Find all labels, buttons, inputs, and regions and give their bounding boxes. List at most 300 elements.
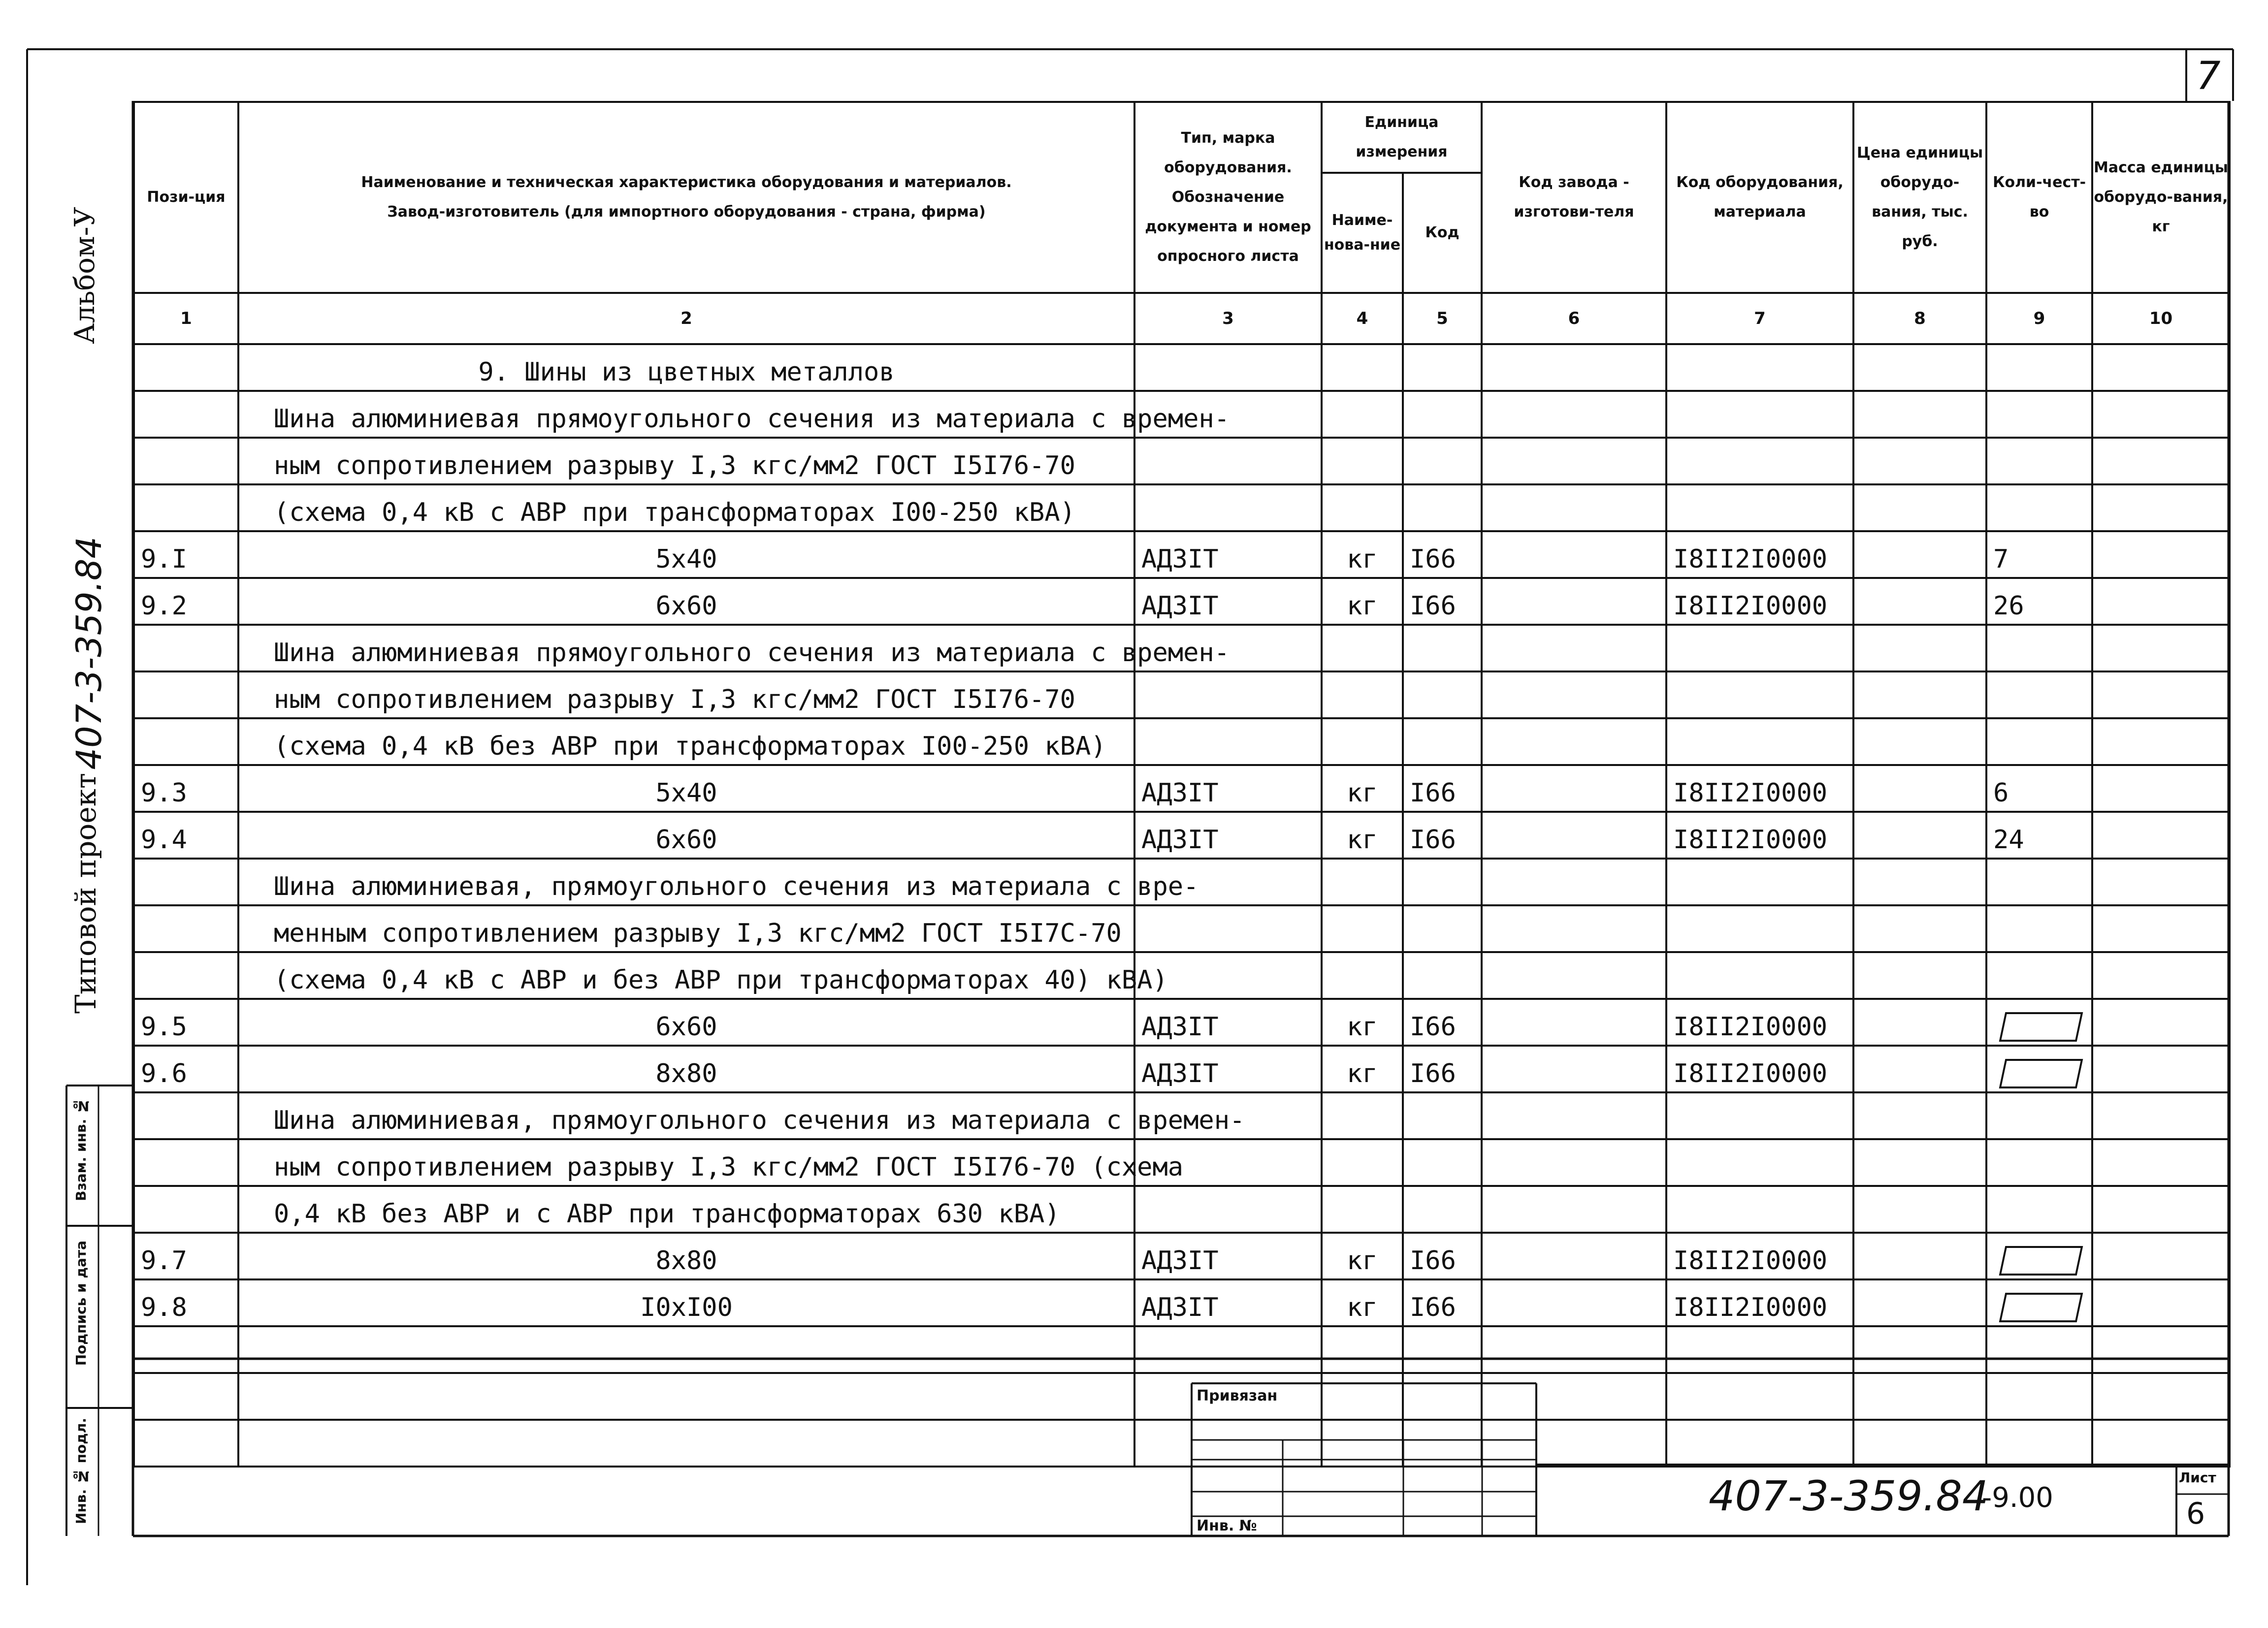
cell-unit xyxy=(1322,718,1403,765)
cell-mass xyxy=(2092,671,2230,718)
column-number: 8 xyxy=(1853,293,1986,344)
quantity-box-shape xyxy=(1999,1059,2083,1088)
cell-price xyxy=(1853,1279,1986,1326)
cell-mass xyxy=(2092,625,2230,671)
table-row xyxy=(134,484,2230,531)
cell-mass xyxy=(2092,765,2230,812)
cell-type xyxy=(1134,718,1322,765)
header-mass: Масса единицы оборудо-вания, кг xyxy=(2092,102,2230,293)
cell-mass xyxy=(2092,1092,2230,1139)
cell-material-code xyxy=(1666,1186,1853,1233)
cell-name: Шина алюминиевая прямоугольного сечения из материала с времен- xyxy=(238,625,1134,671)
cell-name: Шина алюминиевая прямоугольного сечения из материала с времен- xyxy=(238,391,1134,438)
cell-material-code: I8II2I0000 xyxy=(1666,1233,1853,1279)
cell-name: 9. Шины из цветных металлов xyxy=(238,344,1134,391)
cell-mass xyxy=(2092,952,2230,999)
cell-material-code xyxy=(1666,859,1853,905)
cell-unit: кг xyxy=(1322,765,1403,812)
cell-material-code xyxy=(1666,1092,1853,1139)
column-numbers-row xyxy=(134,293,2230,344)
column-number: 3 xyxy=(1134,293,1322,344)
cell-type xyxy=(1134,484,1322,531)
cell-manufacturer-code xyxy=(1482,1046,1666,1092)
cell-unit xyxy=(1322,1186,1403,1233)
cell-quantity xyxy=(1986,1279,2092,1326)
cell-quantity: 7 xyxy=(1986,531,2092,578)
cell-material-code xyxy=(1666,484,1853,531)
cell-quantity xyxy=(1986,859,2092,905)
cell-position: 9.I xyxy=(134,531,238,578)
cell-unit-code xyxy=(1403,625,1482,671)
cell-mass xyxy=(2092,391,2230,438)
cell-quantity xyxy=(1986,1046,2092,1092)
cell-unit: кг xyxy=(1322,1046,1403,1092)
table-row xyxy=(134,1092,2230,1139)
cell-type xyxy=(1134,1420,1322,1467)
cell-unit-code xyxy=(1403,1092,1482,1139)
cell-mass xyxy=(2092,1046,2230,1092)
cell-name: (схема 0,4 кВ с АВР при трансформаторах I00-250 кВА) xyxy=(238,484,1134,531)
cell-material-code xyxy=(1666,718,1853,765)
cell-name: (схема 0,4 кВ без АВР при трансформаторах I00-250 кВА) xyxy=(238,718,1134,765)
cell-mass xyxy=(2092,1139,2230,1186)
cell-manufacturer-code xyxy=(1482,625,1666,671)
cell-material-code: I8II2I0000 xyxy=(1666,999,1853,1046)
cell-name xyxy=(238,1420,1134,1467)
cell-name xyxy=(238,1373,1134,1420)
cell-unit-code: I66 xyxy=(1403,999,1482,1046)
quantity-box-shape xyxy=(1999,1246,2083,1276)
cell-unit-code xyxy=(1403,718,1482,765)
table-row xyxy=(134,859,2230,905)
cell-unit-code xyxy=(1403,859,1482,905)
cell-manufacturer-code xyxy=(1482,765,1666,812)
cell-mass xyxy=(2092,1233,2230,1279)
cell-name: ным сопротивлением разрыву I,3 кгс/мм2 ГОСТ I5I76-70 (схема xyxy=(238,1139,1134,1186)
cell-quantity: 26 xyxy=(1986,578,2092,625)
cell-quantity xyxy=(1986,1420,2092,1467)
cell-quantity xyxy=(1986,671,2092,718)
cell-unit: кг xyxy=(1322,1233,1403,1279)
cell-unit xyxy=(1322,1373,1403,1420)
cell-manufacturer-code xyxy=(1482,1233,1666,1279)
table-row xyxy=(134,1326,2230,1373)
cell-mass xyxy=(2092,999,2230,1046)
cell-price xyxy=(1853,718,1986,765)
page-number: 7 xyxy=(2196,54,2221,98)
cell-position xyxy=(134,1186,238,1233)
header-position: Пози-ция xyxy=(134,102,238,293)
cell-type: АДЗIТ xyxy=(1134,531,1322,578)
cell-type: АДЗIТ xyxy=(1134,1233,1322,1279)
cell-material-code xyxy=(1666,671,1853,718)
table-row xyxy=(134,905,2230,952)
cell-name: 8x80 xyxy=(238,1233,1134,1279)
cell-price xyxy=(1853,1233,1986,1279)
cell-price xyxy=(1853,671,1986,718)
cell-price xyxy=(1853,438,1986,484)
cell-quantity xyxy=(1986,1326,2092,1373)
cell-unit xyxy=(1322,952,1403,999)
cell-manufacturer-code xyxy=(1482,1326,1666,1373)
cell-manufacturer-code xyxy=(1482,578,1666,625)
cell-manufacturer-code xyxy=(1482,438,1666,484)
cell-mass xyxy=(2092,1279,2230,1326)
item-row xyxy=(134,1233,2230,1279)
cell-position: 9.8 xyxy=(134,1279,238,1326)
cell-unit-code xyxy=(1403,671,1482,718)
cell-position xyxy=(134,484,238,531)
document-suffix: -9.00 xyxy=(1982,1482,2053,1514)
table-row xyxy=(134,671,2230,718)
cell-type xyxy=(1134,905,1322,952)
cell-unit xyxy=(1322,625,1403,671)
cell-unit xyxy=(1322,905,1403,952)
cell-type xyxy=(1134,671,1322,718)
item-row xyxy=(134,1046,2230,1092)
cell-name: 8x80 xyxy=(238,1046,1134,1092)
cell-name: I0xI00 xyxy=(238,1279,1134,1326)
inv-no-label: Инв. № xyxy=(1197,1517,1257,1534)
cell-type: АДЗIТ xyxy=(1134,765,1322,812)
cell-quantity xyxy=(1986,999,2092,1046)
cell-mass xyxy=(2092,438,2230,484)
cell-name: 6x60 xyxy=(238,999,1134,1046)
cell-material-code: I8II2I0000 xyxy=(1666,531,1853,578)
cell-material-code xyxy=(1666,438,1853,484)
table-row xyxy=(134,391,2230,438)
column-number: 5 xyxy=(1403,293,1482,344)
table-row xyxy=(134,1420,2230,1467)
header-name-line2: Завод-изготовитель (для импортного оборудования - страна, фирма) xyxy=(387,203,986,221)
cell-manufacturer-code xyxy=(1482,1373,1666,1420)
cell-unit: кг xyxy=(1322,812,1403,859)
cell-position xyxy=(134,391,238,438)
project-type-label: Типовой проект xyxy=(69,773,102,1014)
cell-name: ным сопротивлением разрыву I,3 кгс/мм2 ГОСТ I5I76-70 xyxy=(238,438,1134,484)
cell-quantity xyxy=(1986,484,2092,531)
cell-position xyxy=(134,905,238,952)
cell-unit-code xyxy=(1403,905,1482,952)
table-body xyxy=(134,344,2230,1467)
cell-price xyxy=(1853,812,1986,859)
cell-unit xyxy=(1322,1326,1403,1373)
cell-position xyxy=(134,1373,238,1420)
cell-quantity xyxy=(1986,344,2092,391)
cell-position xyxy=(134,952,238,999)
cell-unit-code: I66 xyxy=(1403,1046,1482,1092)
cell-unit-code xyxy=(1403,1139,1482,1186)
cell-unit xyxy=(1322,484,1403,531)
cell-unit-code: I66 xyxy=(1403,578,1482,625)
cell-position: 9.6 xyxy=(134,1046,238,1092)
cell-manufacturer-code xyxy=(1482,999,1666,1046)
cell-unit xyxy=(1322,438,1403,484)
cell-material-code xyxy=(1666,344,1853,391)
cell-unit xyxy=(1322,344,1403,391)
cell-unit-code xyxy=(1403,438,1482,484)
cell-position xyxy=(134,859,238,905)
cell-price xyxy=(1853,1373,1986,1420)
table-row xyxy=(134,1373,2230,1420)
cell-material-code xyxy=(1666,952,1853,999)
cell-price xyxy=(1853,344,1986,391)
cell-material-code: I8II2I0000 xyxy=(1666,1046,1853,1092)
cell-quantity xyxy=(1986,905,2092,952)
cell-unit xyxy=(1322,859,1403,905)
item-row xyxy=(134,812,2230,859)
cell-mass xyxy=(2092,905,2230,952)
column-number: 1 xyxy=(134,293,238,344)
cell-quantity xyxy=(1986,438,2092,484)
cell-position xyxy=(134,625,238,671)
cell-quantity xyxy=(1986,1233,2092,1279)
cell-material-code xyxy=(1666,905,1853,952)
table-row xyxy=(134,625,2230,671)
cell-quantity xyxy=(1986,1139,2092,1186)
cell-quantity: 6 xyxy=(1986,765,2092,812)
cell-position xyxy=(134,671,238,718)
cell-unit-code xyxy=(1403,484,1482,531)
cell-mass xyxy=(2092,859,2230,905)
cell-name: 5x40 xyxy=(238,765,1134,812)
table-row xyxy=(134,438,2230,484)
section-row xyxy=(134,344,2230,391)
cell-quantity xyxy=(1986,1373,2092,1420)
cell-mass xyxy=(2092,812,2230,859)
cell-manufacturer-code xyxy=(1482,1186,1666,1233)
cell-position xyxy=(134,1139,238,1186)
cell-material-code xyxy=(1666,1326,1853,1373)
cell-name: 6x60 xyxy=(238,578,1134,625)
cell-unit-code: I66 xyxy=(1403,1279,1482,1326)
cell-unit-code: I66 xyxy=(1403,531,1482,578)
column-number: 4 xyxy=(1322,293,1403,344)
cell-price xyxy=(1853,1420,1986,1467)
cell-unit-code: I66 xyxy=(1403,1233,1482,1279)
header-unit-code: Код xyxy=(1403,173,1482,293)
cell-material-code: I8II2I0000 xyxy=(1666,578,1853,625)
table-row xyxy=(134,718,2230,765)
cell-material-code xyxy=(1666,625,1853,671)
cell-unit xyxy=(1322,1092,1403,1139)
cell-price xyxy=(1853,484,1986,531)
cell-position: 9.2 xyxy=(134,578,238,625)
cell-position: 9.4 xyxy=(134,812,238,859)
cell-quantity xyxy=(1986,952,2092,999)
quantity-box-shape xyxy=(1999,1012,2083,1042)
cell-quantity xyxy=(1986,718,2092,765)
cell-unit-code xyxy=(1403,1326,1482,1373)
cell-manufacturer-code xyxy=(1482,391,1666,438)
cell-mass xyxy=(2092,1326,2230,1373)
cell-material-code xyxy=(1666,391,1853,438)
header-unit-group: Единица измерения xyxy=(1322,102,1482,173)
cell-name: Шина алюминиевая, прямоугольного сечения из материала с времен- xyxy=(238,1092,1134,1139)
cell-mass xyxy=(2092,531,2230,578)
header-name xyxy=(238,102,1134,293)
cell-position: 9.5 xyxy=(134,999,238,1046)
cell-manufacturer-code xyxy=(1482,905,1666,952)
cell-position: 9.3 xyxy=(134,765,238,812)
cell-mass xyxy=(2092,484,2230,531)
cell-mass xyxy=(2092,578,2230,625)
cell-type: АДЗIТ xyxy=(1134,1279,1322,1326)
cell-price xyxy=(1853,859,1986,905)
header-unit-name: Наиме-нова-ние xyxy=(1322,173,1403,293)
header-manufacturer-code: Код завода - изготови-теля xyxy=(1482,102,1666,293)
cell-unit: кг xyxy=(1322,1279,1403,1326)
header-name-line1: Наименование и техническая характеристика оборудования и материалов. xyxy=(361,174,1012,191)
cell-material-code xyxy=(1666,1420,1853,1467)
specification-table xyxy=(133,101,2231,1468)
column-number: 7 xyxy=(1666,293,1853,344)
cell-unit xyxy=(1322,671,1403,718)
cell-mass xyxy=(2092,1420,2230,1467)
item-row xyxy=(134,578,2230,625)
header-row xyxy=(134,102,2230,173)
header-type: Тип, марка оборудования. Обозначение документа и номер опросного листа xyxy=(1134,102,1322,293)
item-row xyxy=(134,999,2230,1046)
cell-type xyxy=(1134,344,1322,391)
header-quantity: Коли-чест-во xyxy=(1986,102,2092,293)
stamp-inv-podl: Инв. № подл. xyxy=(73,1418,89,1524)
cell-unit-code: I66 xyxy=(1403,765,1482,812)
cell-type xyxy=(1134,1326,1322,1373)
cell-unit-code xyxy=(1403,344,1482,391)
cell-position xyxy=(134,438,238,484)
table-row xyxy=(134,952,2230,999)
cell-price xyxy=(1853,578,1986,625)
item-row xyxy=(134,1279,2230,1326)
sheet-number: 6 xyxy=(2186,1497,2205,1531)
cell-type xyxy=(1134,1186,1322,1233)
cell-unit: кг xyxy=(1322,578,1403,625)
column-number: 2 xyxy=(238,293,1134,344)
cell-price xyxy=(1853,625,1986,671)
cell-price xyxy=(1853,765,1986,812)
column-number: 6 xyxy=(1482,293,1666,344)
cell-mass xyxy=(2092,1373,2230,1420)
cell-position xyxy=(134,1092,238,1139)
cell-unit-code xyxy=(1403,1420,1482,1467)
cell-position xyxy=(134,718,238,765)
cell-price xyxy=(1853,1092,1986,1139)
cell-unit-code xyxy=(1403,1186,1482,1233)
cell-type xyxy=(1134,438,1322,484)
cell-position: 9.7 xyxy=(134,1233,238,1279)
cell-unit-code xyxy=(1403,952,1482,999)
cell-price xyxy=(1853,1326,1986,1373)
cell-name: 5x40 xyxy=(238,531,1134,578)
cell-name: ным сопротивлением разрыву I,3 кгс/мм2 ГОСТ I5I76-70 xyxy=(238,671,1134,718)
table-row xyxy=(134,1139,2230,1186)
table-row xyxy=(134,1186,2230,1233)
cell-manufacturer-code xyxy=(1482,1092,1666,1139)
cell-quantity xyxy=(1986,1092,2092,1139)
cell-unit: кг xyxy=(1322,999,1403,1046)
cell-manufacturer-code xyxy=(1482,859,1666,905)
cell-manufacturer-code xyxy=(1482,812,1666,859)
cell-position xyxy=(134,1420,238,1467)
cell-material-code: I8II2I0000 xyxy=(1666,812,1853,859)
cell-position xyxy=(134,344,238,391)
cell-manufacturer-code xyxy=(1482,718,1666,765)
header-price: Цена единицы оборудо-вания, тыс. руб. xyxy=(1853,102,1986,293)
cell-price xyxy=(1853,391,1986,438)
cell-manufacturer-code xyxy=(1482,484,1666,531)
cell-manufacturer-code xyxy=(1482,1279,1666,1326)
item-row xyxy=(134,531,2230,578)
cell-unit xyxy=(1322,391,1403,438)
cell-price xyxy=(1853,952,1986,999)
cell-quantity: 24 xyxy=(1986,812,2092,859)
cell-unit xyxy=(1322,1420,1403,1467)
stamp-signature-date: Подпись и дата xyxy=(73,1241,89,1366)
side-project-code: 407-3-359.84 xyxy=(69,537,109,770)
cell-price xyxy=(1853,1139,1986,1186)
cell-price xyxy=(1853,999,1986,1046)
album-label: Альбом-У xyxy=(69,207,101,344)
cell-price xyxy=(1853,1186,1986,1233)
cell-unit-code xyxy=(1403,391,1482,438)
cell-material-code xyxy=(1666,1139,1853,1186)
cell-unit: кг xyxy=(1322,531,1403,578)
cell-name xyxy=(238,1326,1134,1373)
cell-manufacturer-code xyxy=(1482,1139,1666,1186)
cell-quantity xyxy=(1986,1186,2092,1233)
cell-manufacturer-code xyxy=(1482,344,1666,391)
cell-material-code: I8II2I0000 xyxy=(1666,1279,1853,1326)
cell-unit xyxy=(1322,1139,1403,1186)
cell-unit-code xyxy=(1403,1373,1482,1420)
cell-type: АДЗIТ xyxy=(1134,812,1322,859)
cell-unit-code: I66 xyxy=(1403,812,1482,859)
cell-name: Шина алюминиевая, прямоугольного сечения из материала с вре- xyxy=(238,859,1134,905)
cell-name: 0,4 кВ без АВР и с АВР при трансформаторах 630 кВА) xyxy=(238,1186,1134,1233)
cell-manufacturer-code xyxy=(1482,531,1666,578)
sheet-label: Лист xyxy=(2179,1469,2216,1486)
cell-type: АДЗIТ xyxy=(1134,999,1322,1046)
cell-material-code xyxy=(1666,1373,1853,1420)
cell-material-code: I8II2I0000 xyxy=(1666,765,1853,812)
header-material-code: Код оборудования, материала xyxy=(1666,102,1853,293)
cell-name: 6x60 xyxy=(238,812,1134,859)
cell-position xyxy=(134,1326,238,1373)
stamp-vzam-inv: Взам. инв. № xyxy=(73,1098,89,1201)
cell-type: АДЗIТ xyxy=(1134,1046,1322,1092)
cell-manufacturer-code xyxy=(1482,952,1666,999)
cell-price xyxy=(1853,531,1986,578)
privyazan-label: Привязан xyxy=(1197,1387,1278,1405)
column-number: 10 xyxy=(2092,293,2230,344)
cell-price xyxy=(1853,905,1986,952)
document-code: 407-3-359.84 xyxy=(1709,1472,1989,1520)
cell-mass xyxy=(2092,344,2230,391)
cell-price xyxy=(1853,1046,1986,1092)
cell-mass xyxy=(2092,718,2230,765)
cell-manufacturer-code xyxy=(1482,671,1666,718)
cell-manufacturer-code xyxy=(1482,1420,1666,1467)
cell-quantity xyxy=(1986,391,2092,438)
cell-type: АДЗIТ xyxy=(1134,578,1322,625)
cell-quantity xyxy=(1986,625,2092,671)
quantity-box-shape xyxy=(1999,1293,2083,1322)
item-row xyxy=(134,765,2230,812)
cell-name: (схема 0,4 кВ с АВР и без АВР при трансформаторах 40) кВА) xyxy=(238,952,1134,999)
cell-name: менным сопротивлением разрыву I,3 кгс/мм2 ГОСТ I5I7С-70 xyxy=(238,905,1134,952)
cell-mass xyxy=(2092,1186,2230,1233)
